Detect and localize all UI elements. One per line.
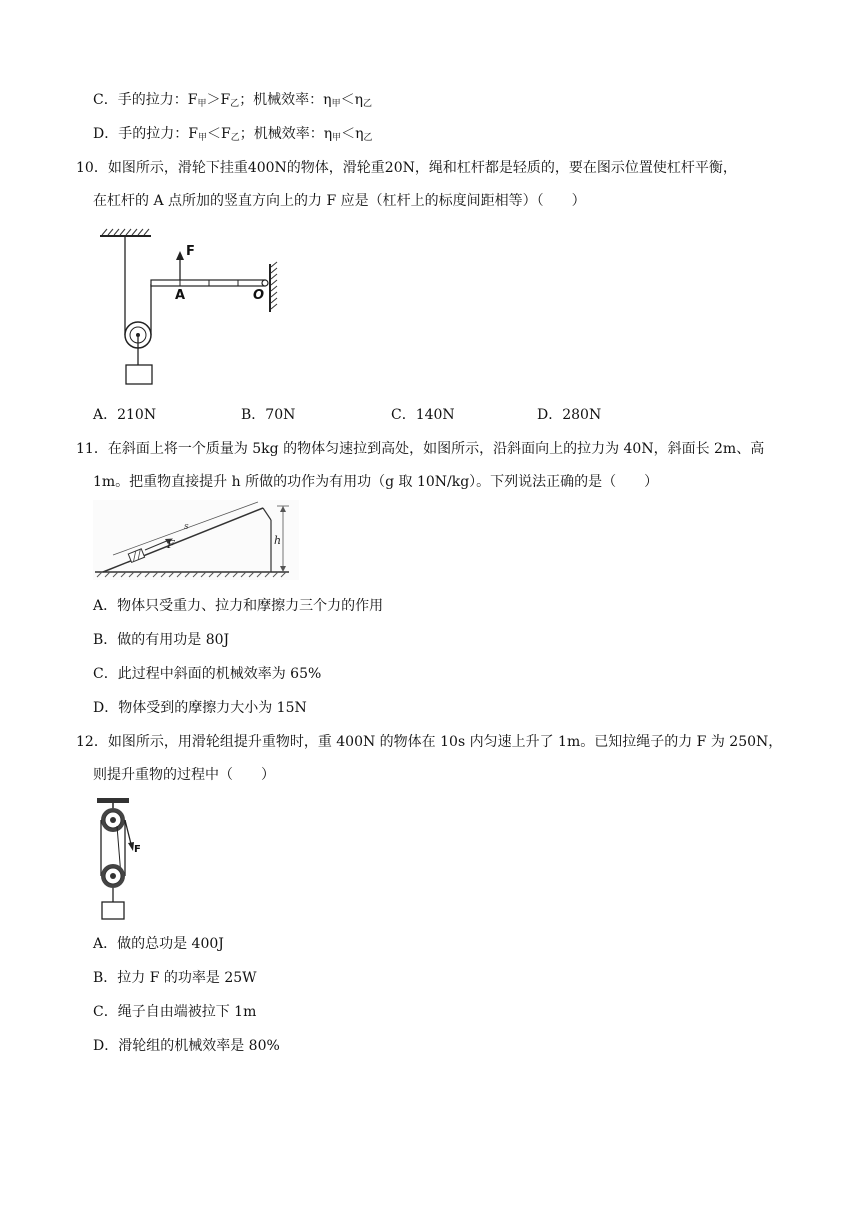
text-part: ＜η (341, 126, 364, 142)
q11-stem-line2: 1m。把重物直接提升 h 所做的功作为有用功（g 取 10N/kg）。下列说法正确的是（ ） (93, 474, 659, 490)
label-f: F (134, 844, 141, 855)
option-letter: C． (93, 92, 118, 108)
subscript: 乙 (362, 99, 372, 109)
q9-option-d[interactable] (93, 124, 373, 148)
q12-option-c[interactable]: C．绳子自由端被拉下 1m (93, 1004, 257, 1020)
subscript: 甲 (197, 133, 207, 143)
label-a: A (175, 288, 186, 303)
label-f: F (167, 538, 175, 551)
text-part: 手的拉力：F (118, 126, 198, 142)
text-part: ＜F (206, 126, 231, 142)
q11-stem-line1: 11．在斜面上将一个质量为 5kg 的物体匀速拉到高处，如图所示，沿斜面向上的拉力为 40N，斜面长 2m、高 (76, 441, 765, 457)
option-letter: D． (93, 126, 119, 142)
q10-stem-line2: 在杠杆的 A 点所加的竖直方向上的力 F 应是（杠杆上的标度间距相等）（ ） (93, 193, 586, 209)
subscript: 乙 (230, 99, 240, 109)
q10-stem-line1: 10．如图所示，滑轮下挂重400N的物体，滑轮重20N，绳和杠杆都是轻质的，要在图示位置使杠杆平衡， (76, 160, 737, 176)
text-part: ；机械效率：η (239, 126, 333, 142)
q11-figure-incline (93, 500, 299, 580)
q12-stem-line2: 则提升重物的过程中（ ） (93, 767, 275, 783)
text-part: ＞F (206, 92, 231, 108)
subscript: 甲 (197, 99, 207, 109)
q11-option-a[interactable]: A．物体只受重力、拉力和摩擦力三个力的作用 (93, 598, 384, 614)
q12-stem-line1: 12．如图所示，用滑轮组提升重物时，重 400N 的物体在 10s 内匀速上升了 1m。已知拉绳子的力 F 为 250N， (76, 734, 783, 750)
q12-option-b[interactable]: B．拉力 F 的功率是 25W (93, 970, 257, 986)
q12-figure-pulley-system (93, 796, 153, 922)
label-h: h (274, 534, 282, 547)
subscript: 乙 (230, 133, 240, 143)
subscript: 甲 (331, 99, 341, 109)
q10-option-d[interactable]: D．280N (537, 407, 602, 423)
q11-option-b[interactable]: B．做的有用功是 80J (93, 632, 230, 648)
subscript: 乙 (363, 133, 373, 143)
q10-option-b[interactable]: B．70N (241, 407, 296, 423)
label-o: O (253, 288, 265, 303)
q12-option-d[interactable]: D．滑轮组的机械效率是 80% (93, 1038, 280, 1054)
q10-option-a[interactable]: A．210N (93, 407, 157, 423)
q11-option-c[interactable]: C．此过程中斜面的机械效率为 65% (93, 666, 322, 682)
q10-figure-lever-pulley (95, 224, 295, 390)
q12-option-a[interactable]: A．做的总功是 400J (93, 936, 224, 952)
text-part: 手的拉力：F (117, 92, 198, 108)
text-part: ；机械效率：η (239, 92, 332, 108)
subscript: 甲 (332, 133, 342, 143)
q9-option-c[interactable] (93, 90, 372, 114)
q10-option-c[interactable]: C．140N (391, 407, 455, 423)
label-s: s (184, 522, 189, 532)
text-part: ＜η (340, 92, 363, 108)
label-f: F (186, 244, 195, 259)
q11-option-d[interactable]: D．物体受到的摩擦力大小为 15N (93, 700, 307, 716)
